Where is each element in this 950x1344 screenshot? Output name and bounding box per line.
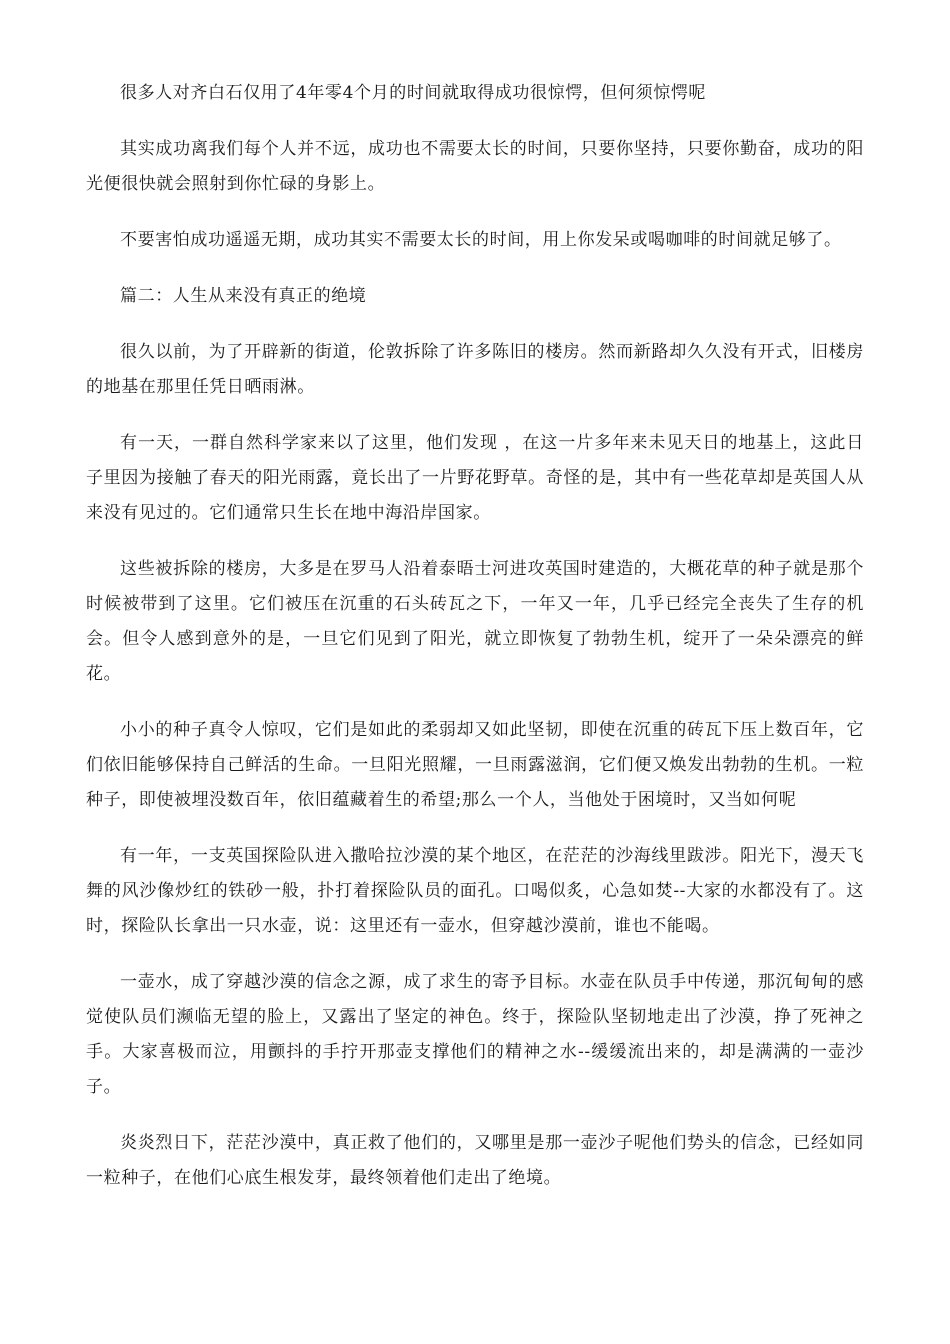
paragraph-10: 一壶水，成了穿越沙漠的信念之源，成了求生的寄予目标。水壶在队员手中传递，那沉甸甸的感觉使队员们濒临无望的脸上，又露出了坚定的神色。终于，探险队坚韧地走出了沙漠，挣了死神之手。大家喜极而泣，用颤抖的手拧开那壶支撑他们的精神之水--缓缓流出来的，却是满满的一壶沙子。 [86, 972, 864, 1097]
paragraph-7: 这些被拆除的楼房，大多是在罗马人沿着泰晤士河进攻英国时建造的，大概花草的种子就是那个时候被带到了这里。它们被压在沉重的石头砖瓦之下，一年又一年，几乎已经完全丧失了生存的机会。但令人感到意外的是，一旦它们见到了阳光，就立即恢复了勃勃生机，绽开了一朵朵漂亮的鲜花。 [86, 559, 864, 684]
section-heading: 篇二：人生从来没有真正的绝境 [120, 286, 367, 306]
paragraph-6: 有一天，一群自然科学家来以了这里，他们发现 ，在这一片多年来未见天日的地基上，这此日子里因为接触了春天的阳光雨露，竟长出了一片野花野草。奇怪的是，其中有一些花草却是英国人从来没有见过的。它们通常只生长在地中海沿岸国家。 [86, 433, 864, 523]
paragraph-1: 很多人对齐白石仅用了4年零4个月的时间就取得成功很惊愕，但何须惊愕呢 [120, 83, 707, 103]
paragraph-2: 其实成功离我们每个人并不远，成功也不需要太长的时间，只要你坚持，只要你勤奋，成功的阳光便很快就会照射到你忙碌的身影上。 [86, 139, 864, 194]
paragraph-3: 不要害怕成功遥遥无期，成功其实不需要太长的时间，用上你发呆或喝咖啡的时间就足够了。 [120, 230, 842, 250]
paragraph-9: 有一年，一支英国探险队进入撒哈拉沙漠的某个地区，在茫茫的沙海线里跋涉。阳光下，漫天飞舞的风沙像炒红的铁砂一般，扑打着探险队员的面孔。口喝似炙，心急如焚--大家的水都没有了。这时，探险队长拿出一只水壶，说：这里还有一壶水，但穿越沙漠前，谁也不能喝。 [86, 846, 864, 936]
paragraph-5: 很久以前，为了开辟新的街道，伦敦拆除了许多陈旧的楼房。然而新路却久久没有开式，旧楼房的地基在那里任凭日晒雨淋。 [86, 342, 864, 397]
paragraph-11: 炎炎烈日下，茫茫沙漠中，真正救了他们的，又哪里是那一壶沙子呢他们势头的信念，已经如同一粒种子，在他们心底生根发芽，最终领着他们走出了绝境。 [86, 1133, 864, 1188]
paragraph-8: 小小的种子真令人惊叹，它们是如此的柔弱却又如此坚韧，即使在沉重的砖瓦下压上数百年，它们依旧能够保持自己鲜活的生命。一旦阳光照耀，一旦雨露滋润，它们便又焕发出勃勃的生机。一粒种子，即使被埋没数百年，依旧蕴藏着生的希望;那么一个人，当他处于困境时，又当如何呢 [86, 720, 864, 810]
